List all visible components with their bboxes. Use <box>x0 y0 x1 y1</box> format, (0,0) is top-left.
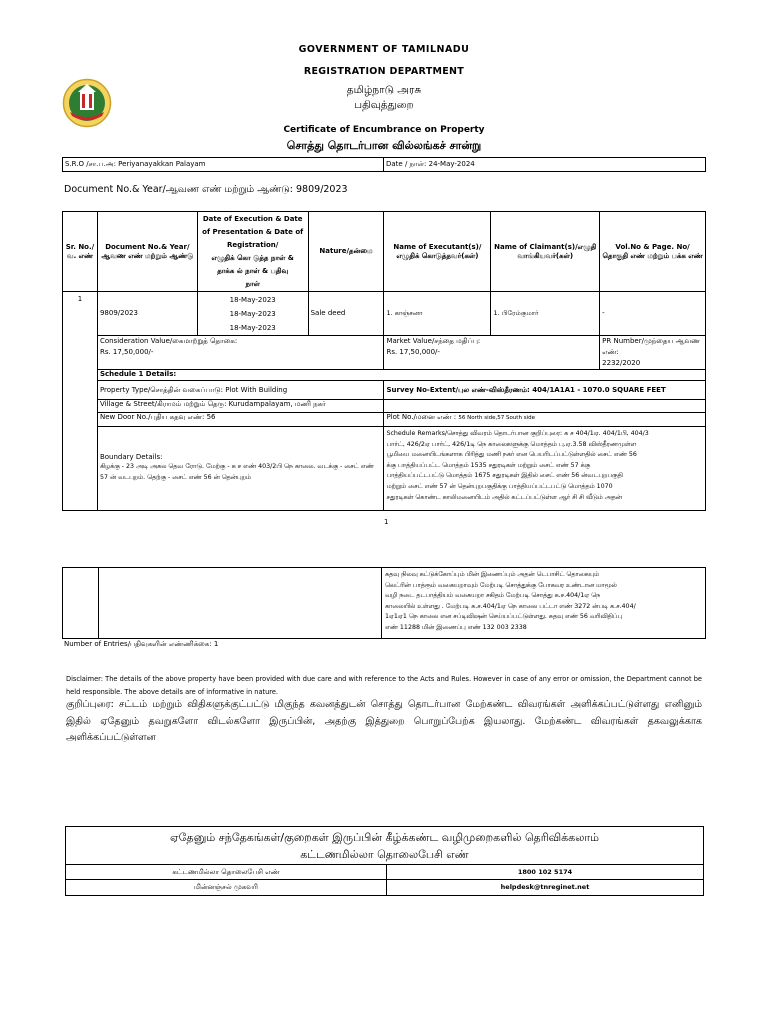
email-label: மின்னஞ்சல் முகவரி <box>194 883 258 891</box>
sro-label: S.R.O /சா.ப.அ: <box>65 160 116 168</box>
remarks-line: பார்ட், 426/2ஏ பார்ட், 426/1டி நெ காலைகளுக்கு மொத்தம் பு.ஏ.3.58 விஸ்தீரணமுள்ள <box>386 440 637 448</box>
cell-executant: 1. காஞ்சனா <box>384 292 491 336</box>
email-value[interactable]: helpdesk@tnreginet.net <box>500 883 590 891</box>
cell-claimant: 1. பிரேம்குமார் <box>491 292 600 336</box>
certificate-title: Certificate of Encumbrance on Property <box>283 125 485 135</box>
table-row <box>63 336 706 370</box>
date-field <box>386 160 475 169</box>
cell-vol-page: - <box>600 292 706 336</box>
remarks-line: Schedule Remarks/சொத்து விவரம் தொடர்பான குறிப்புரை: க ச 404/1ஏ. 404/1பி, 404/3 <box>386 430 649 437</box>
header-nature: Nature/தன்மை <box>308 212 384 292</box>
certificate-title-tamil: சொத்து தொடர்பான வில்லங்கச் சான்று <box>286 139 482 152</box>
remarks-line: க்கு பாத்தியப்பட்ட மொத்தம் 1535 சதுரடிகள் மற்றும் சைட் எண் 57 க்கு <box>386 461 591 469</box>
document-number-value: 9809/2023 <box>296 184 348 195</box>
contact-email-row <box>66 880 703 895</box>
boundary-label: Boundary Details: <box>99 453 163 462</box>
number-of-entries: Number of Entries/பதிவுகளின் எண்ணிக்கை: 1 <box>64 640 219 648</box>
plot-number <box>384 413 706 427</box>
table-header-row <box>63 212 706 292</box>
phone-label: கட்டணமில்லா தொலைபேசி எண் <box>172 868 280 876</box>
boundary-text: கிழக்கு - 23 அடி அகல தெவ ரோடு. மேற்கு - க ச எண் 403/2பி நெ காலை. வடக்கு - சைட் எண் 57 ன் வடபுறம். தெற்கு - சைட் எண் 56 ன் தென்புறம் <box>99 463 374 481</box>
door-number: New Door No./புதிய கதவு எண்: 56 <box>97 413 384 427</box>
header-department: REGISTRATION DEPARTMENT <box>303 66 465 77</box>
table-row <box>63 427 706 511</box>
table-row <box>63 370 706 381</box>
consideration-label: Consideration Value/கைமாற்றுத் தொகை: <box>99 337 238 345</box>
cell-schedule-remarks <box>384 427 706 511</box>
header-government: GOVERNMENT OF TAMILNADU <box>298 44 470 55</box>
phone-value: 1800 102 5174 <box>517 868 573 876</box>
remarks-line: வழி நடை தடபாத்தியம் வகையறா சகிதம் மேற்படி சொத்து க.ச.404/1ஏ நெ <box>385 592 601 600</box>
continuation-remarks <box>385 570 703 634</box>
remarks-line: பாத்தியப்பட்டபட்டு மொத்தம் 1675 சதுரடிகள் இதில் சைட் எண் 56 ன்வடபுறபகுதி <box>386 472 623 480</box>
property-type: Property Type/சொத்தின் வகைப்பாடு: Plot With Building <box>97 381 384 400</box>
header-dates-line: நாள் <box>245 279 260 288</box>
schedule-label: Schedule 1 Details: <box>97 370 705 381</box>
header-executant: Name of Executant(s)/ எழுதிக் கொடுத்தவர்(கள்) <box>384 212 491 292</box>
header-dates-line: எழுதிக் கொ டுத்த நாள் & <box>211 253 294 262</box>
header-department-tamil: பதிவுத்துறை <box>354 99 414 111</box>
table-row <box>63 413 706 427</box>
cell-pr-number <box>600 336 706 370</box>
remarks-line: கதவு நிலவு கட்டுக்கோப்பும் மின் இணைப்பும் அதன் டெபாசிட் தொகையும் <box>385 571 600 578</box>
continuation-table <box>62 567 706 639</box>
pr-number-value: 2232/2020 <box>602 359 641 367</box>
cell-date: 18-May-2023 <box>229 310 276 318</box>
document-number <box>64 184 348 196</box>
header-dates-line: of Presentation & Date of <box>202 227 304 236</box>
remarks-line: மற்றும் சைட் எண் 57 ன் தென்புறபகுதிக்கு பாத்தியப்பட்டபட்டு மொத்தம் 1070 <box>386 482 613 490</box>
header-vol-page: Vol.No & Page. No/ தொகுதி எண் மற்றும் பக்க எண் <box>600 212 706 292</box>
header-doc-no: Document No.& Year/ ஆவண எண் மற்றும் ஆண்டு <box>97 212 197 292</box>
cell-boundary <box>97 427 384 511</box>
sro-field <box>65 160 205 169</box>
header-dates-line: தாக்க ல் நாள் & பதிவு <box>217 266 289 275</box>
market-value-value: Rs. 17,50,000/- <box>386 348 440 356</box>
village-street: Village & Street/கிராமம் மற்றும் தெரு: Kurudampalayam, மணி நகர் <box>97 400 384 413</box>
disclaimer-english: Disclaimer: The details of the above property have been provided with due care and with reference to the Acts and Rules. However in case of any error or omission, the Department cannot be held responsible. The above details are of informative in nature. <box>66 675 702 696</box>
market-value-label: Market Value/சந்தை மதிப்பு: <box>386 337 481 345</box>
survey-extent: Survey No-Extent/புல எண்-விஸ்தீரணம்: 404/1A1A1 - 1070.0 SQUARE FEET <box>384 381 706 400</box>
remarks-line: 1ஏ1ஏ1 நெ காலை என சப்டிவிஷன் செய்யப்பட்டுள்ளது. கதவு எண் 56 வரிவிதிப்பு <box>385 613 623 621</box>
contact-title-line2: கட்டணமில்லா தொலைபேசி எண் <box>300 848 469 861</box>
contact-box <box>65 826 704 896</box>
consideration-value: Rs. 17,50,000/- <box>99 348 154 356</box>
remarks-line: சதுரடிகள் கொண்ட காலிமனையிடம் அதில் கட்டப்பட்டுள்ள ஆர் சி சி வீடும் அதன் <box>386 493 622 501</box>
plot-number-label: Plot No./மனை எண் : <box>386 413 457 421</box>
sro-row <box>62 157 706 172</box>
date-value: 24-May-2024 <box>428 160 475 168</box>
remarks-line: காலையில் உள்ளது . மேற்படி க.ச.404/1ஏ நெ காலை பட்டா எண் 3272 ன்படி க.ச.404/ <box>385 602 636 610</box>
contact-title-line1: ஏதேனும் சந்தேகங்கள்/குறைகள் இருப்பின் கீழ்க்கண்ட வழிமுறைகளில் தெரிவிக்கலாம் <box>170 831 599 844</box>
cell-consideration <box>97 336 384 370</box>
header-sr-no: Sr. No./ வ. எண் <box>63 212 98 292</box>
table-row <box>63 381 706 400</box>
cell-nature: Sale deed <box>308 292 384 336</box>
header-dates-line: Date of Execution & Date <box>202 214 303 223</box>
page-number: 1 <box>384 518 389 526</box>
remarks-line: எண் 11288 மின் இணைப்பு எண் 132 003 2338 <box>385 623 527 631</box>
date-label: Date / நாள்: <box>386 160 427 168</box>
header-dates-line: Registration/ <box>227 240 279 249</box>
header-claimant: Name of Claimant(s)/எழுதி வாங்கியவர்(கள்) <box>491 212 600 292</box>
remarks-line: லெட்ரின் பாத்ரூம் வகையறாவும் மேற்படி சொத்துக்கு போகவர உண்டான மாமூல் <box>385 581 617 589</box>
pr-number-label: PR Number/முந்தைய ஆவண எண்: <box>602 337 701 356</box>
header-government-tamil: தமிழ்நாடு அரசு <box>346 84 422 96</box>
header-dates <box>197 212 308 292</box>
remarks-line: பூமியை மனையிடங்களாக பிரித்து மணி நகர் என பெயரிடப்பட்டுள்ளதில் சைட் எண் 56 <box>386 451 637 459</box>
cell-date: 18-May-2023 <box>229 324 276 332</box>
contact-phone-row <box>66 865 703 880</box>
cell-market-value <box>384 336 600 370</box>
cell-sr-no: 1 <box>63 292 98 511</box>
table-row <box>63 292 706 336</box>
table-row <box>63 400 706 413</box>
plot-number-value: 56 North side,57 South side <box>458 415 535 421</box>
disclaimer-tamil: குறிப்புரை: சட்டம் மற்றும் விதிகளுக்குட்பட்டு மிகுந்த கவனத்துடன் சொத்து தொடர்பான மேற்கண்ட விவரங்கள் அளிக்கப்பட்டுள்ளது எனினும் இதில் ஏதேனும் தவறுகளோ விடல்களோ இருப்பின், அதற்கு இத்துறை பொறுப்பேற்க இயலாது. மேற்கண்ட விவரங்கள் தகவலுக்காக அளிக்கப்பட்டுள்ளன <box>66 699 702 743</box>
sro-value: Periyanayakkan Palayam <box>118 160 206 168</box>
cell-date: 18-May-2023 <box>229 296 276 304</box>
cell-dates <box>197 292 308 336</box>
contact-title <box>66 827 703 865</box>
encumbrance-table <box>62 211 706 511</box>
empty-cell <box>384 400 706 413</box>
cell-doc-no: 9809/2023 <box>97 292 197 336</box>
document-number-label: Document No.& Year/ஆவண எண் மற்றும் ஆண்டு: <box>64 184 293 195</box>
